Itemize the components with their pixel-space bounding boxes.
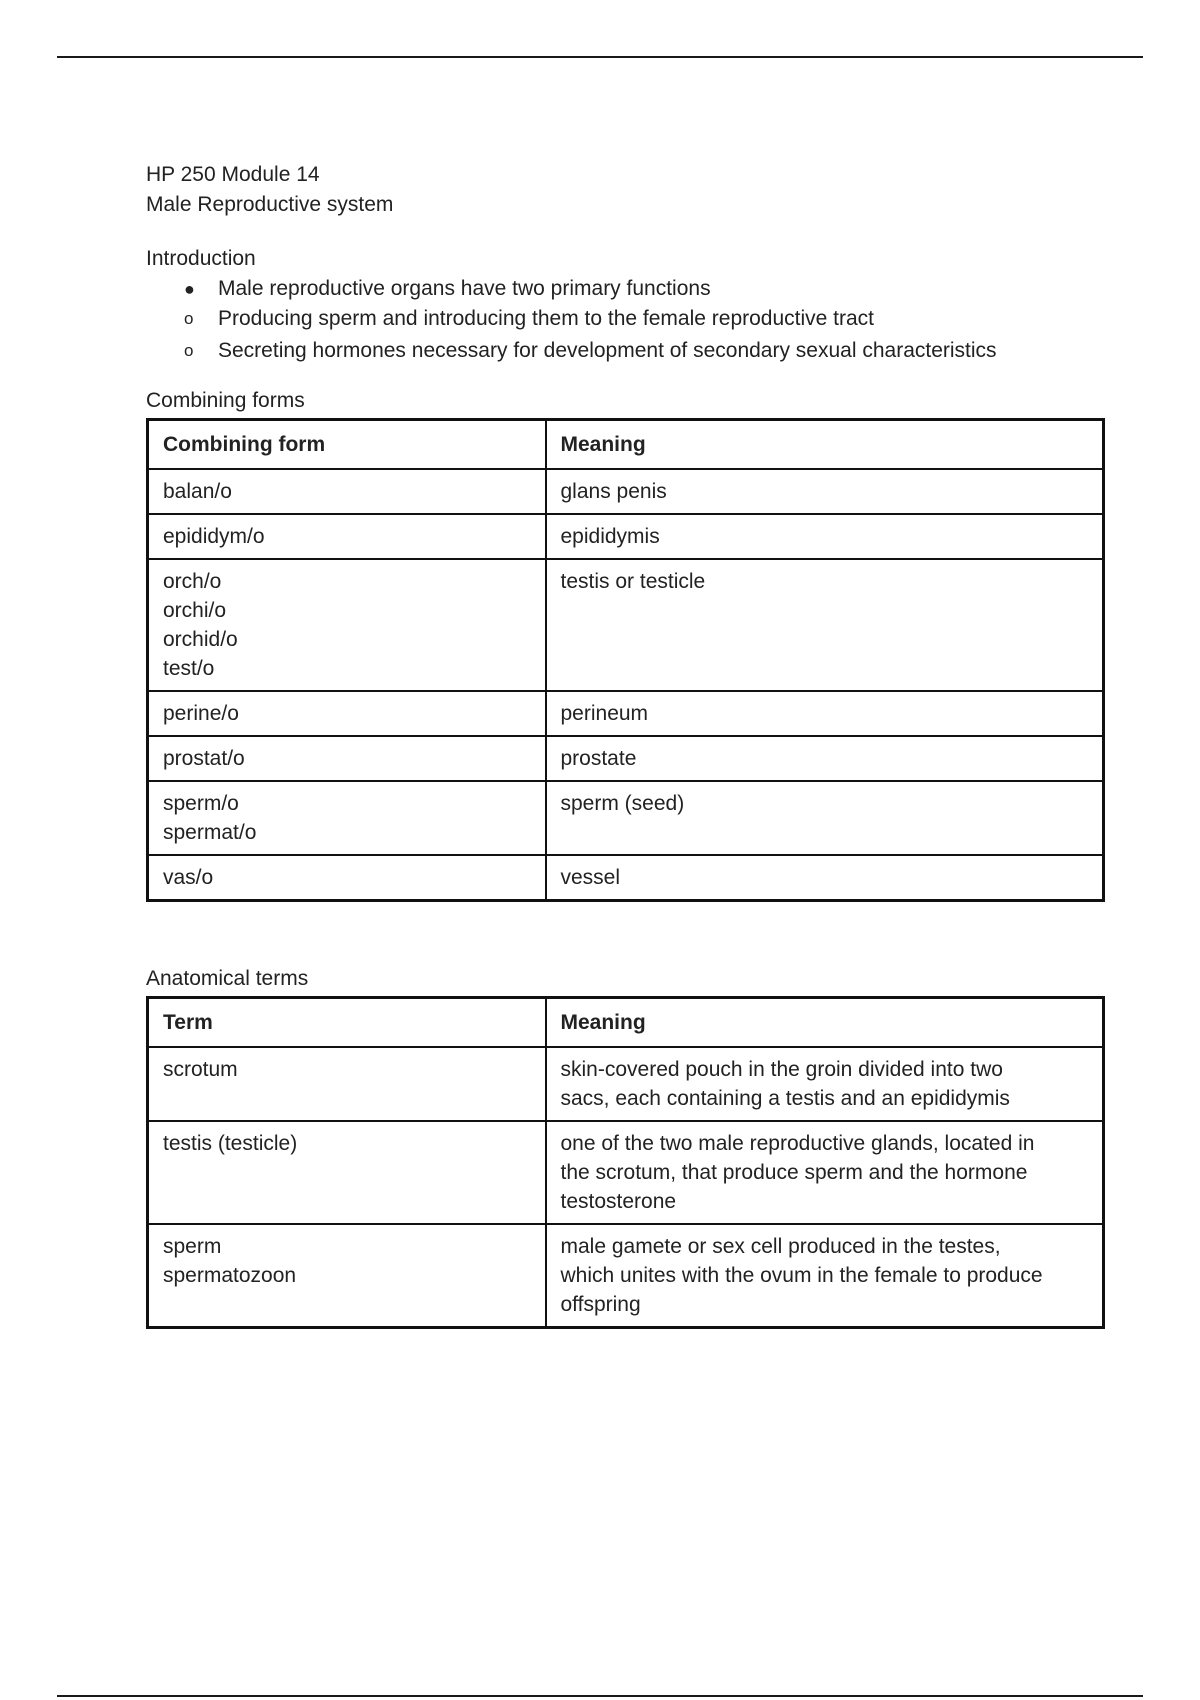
table-row <box>148 855 1104 901</box>
table-cell: vessel <box>546 855 1104 901</box>
table-cell <box>148 781 546 855</box>
document-body <box>146 160 1102 1329</box>
bullet-circle-icon: o <box>184 309 194 328</box>
table-cell: perineum <box>546 691 1104 736</box>
table-row <box>148 1121 1104 1224</box>
table-row <box>148 1224 1104 1328</box>
meaning-line: testosterone <box>560 1190 677 1213</box>
table-row <box>148 691 1104 736</box>
table-cell: testis or testicle <box>546 559 1104 691</box>
table-row <box>148 1047 1104 1121</box>
introduction-sub-list <box>146 304 1102 365</box>
combining-form: orchi/o <box>163 599 227 622</box>
table-cell <box>148 469 546 514</box>
combining-forms-table <box>146 418 1105 902</box>
introduction-list <box>146 274 1102 304</box>
table-cell <box>148 1224 546 1328</box>
introduction-heading: Introduction <box>146 247 256 270</box>
meaning-line: which unites with the ovum in the female to produce <box>560 1264 1043 1287</box>
table-cell: epididymis <box>546 514 1104 559</box>
table-cell <box>148 559 546 691</box>
sub-bullet-text: Producing sperm and introducing them to the female reproductive tract <box>218 307 875 330</box>
term: testis (testicle) <box>163 1132 298 1155</box>
anatomical-terms-heading: Anatomical terms <box>146 967 309 990</box>
list-item <box>146 274 1102 304</box>
topic-title: Male Reproductive system <box>146 193 394 216</box>
list-item <box>146 336 1102 365</box>
table-cell <box>546 1047 1104 1121</box>
combining-form: vas/o <box>163 866 214 889</box>
column-header: Term <box>148 998 546 1048</box>
combining-form: perine/o <box>163 702 239 725</box>
meaning-line: skin-covered pouch in the groin divided into two <box>560 1058 1003 1081</box>
table-cell <box>148 855 546 901</box>
combining-form: spermat/o <box>163 821 257 844</box>
column-header: Combining form <box>148 420 546 470</box>
table-cell <box>148 1047 546 1121</box>
table-row <box>148 514 1104 559</box>
table-cell <box>148 736 546 781</box>
combining-form: balan/o <box>163 480 232 503</box>
column-header: Meaning <box>546 420 1104 470</box>
table-cell <box>148 1121 546 1224</box>
combining-form: sperm/o <box>163 792 239 815</box>
bullet-text: Male reproductive organs have two primary functions <box>218 277 711 300</box>
meaning-line: sacs, each containing a testis and an epididymis <box>560 1087 1010 1110</box>
list-item <box>146 304 1102 333</box>
table-header-row <box>148 998 1104 1048</box>
meaning-line: one of the two male reproductive glands, located in <box>560 1132 1035 1155</box>
anatomical-terms-table <box>146 996 1105 1329</box>
term: spermatozoon <box>163 1264 297 1287</box>
term: scrotum <box>163 1058 238 1081</box>
bullet-dot-icon: ● <box>184 279 195 299</box>
table-row <box>148 559 1104 691</box>
table-cell: glans penis <box>546 469 1104 514</box>
combining-form: epididym/o <box>163 525 265 548</box>
table-cell <box>546 1224 1104 1328</box>
term: sperm <box>163 1235 222 1258</box>
table-cell: sperm (seed) <box>546 781 1104 855</box>
footer-rule <box>57 1695 1143 1697</box>
table-row <box>148 469 1104 514</box>
table-cell <box>148 514 546 559</box>
table-cell <box>148 691 546 736</box>
combining-form: test/o <box>163 657 215 680</box>
table-row <box>148 781 1104 855</box>
meaning-line: male gamete or sex cell produced in the testes, <box>560 1235 1001 1258</box>
combining-form: orch/o <box>163 570 222 593</box>
combining-form: prostat/o <box>163 747 245 770</box>
column-header: Meaning <box>546 998 1104 1048</box>
course-title: HP 250 Module 14 <box>146 163 320 186</box>
combining-forms-heading: Combining forms <box>146 389 305 412</box>
table-row <box>148 736 1104 781</box>
meaning-line: the scrotum, that produce sperm and the hormone <box>560 1161 1028 1184</box>
table-cell: prostate <box>546 736 1104 781</box>
table-cell <box>546 1121 1104 1224</box>
sub-bullet-text: Secreting hormones necessary for development of secondary sexual characteristics <box>218 339 997 362</box>
header-rule <box>57 56 1143 58</box>
table-header-row <box>148 420 1104 470</box>
combining-form: orchid/o <box>163 628 238 651</box>
meaning-line: offspring <box>560 1293 641 1316</box>
bullet-circle-icon: o <box>184 341 194 360</box>
